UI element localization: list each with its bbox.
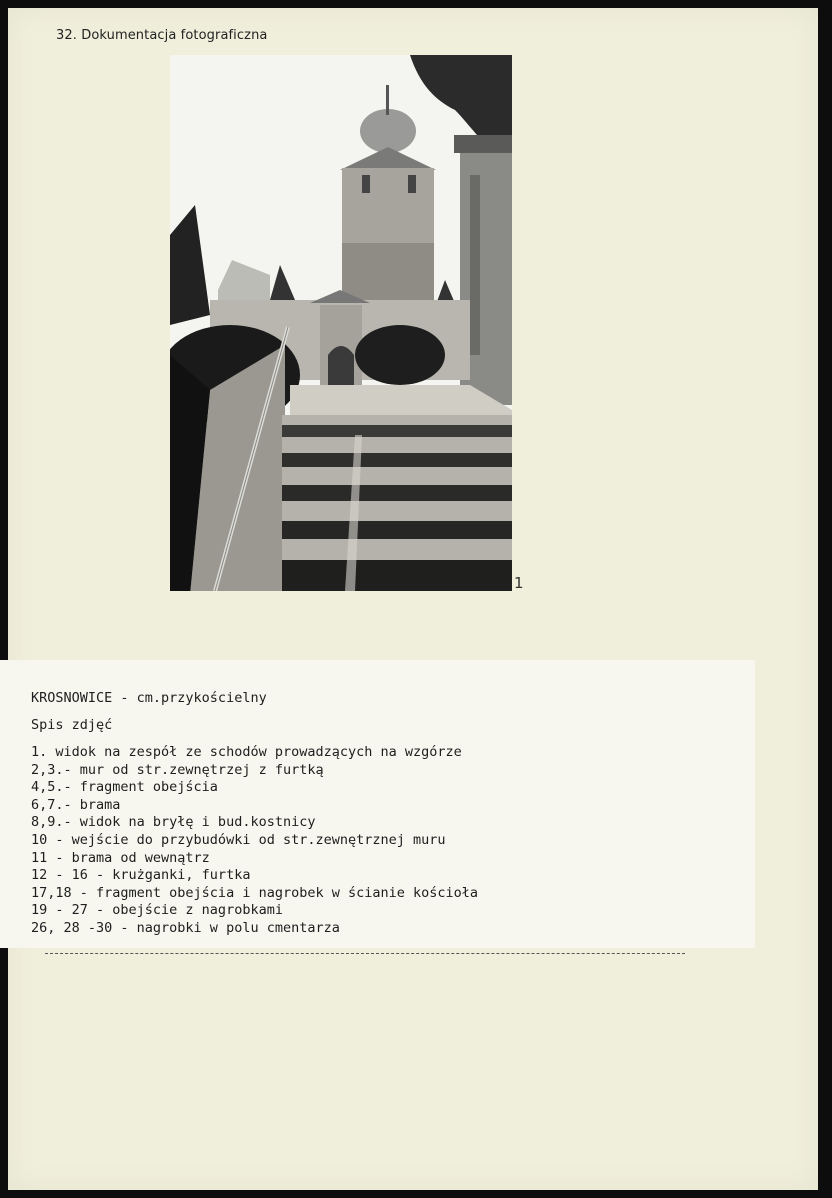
photo-index-label bbox=[0, 660, 755, 948]
list-item: 4,5.- fragment obejścia bbox=[31, 779, 218, 796]
photo-number: 1 bbox=[514, 574, 524, 592]
document-page bbox=[8, 8, 818, 1190]
list-item: 17,18 - fragment obejścia i nagrobek w ścianie kościoła bbox=[31, 884, 479, 901]
list-item: 10 - wejście do przybudówki od str.zewnętrznej muru bbox=[31, 831, 446, 848]
list-item: 26, 28 -30 - nagrobki w polu cmentarza bbox=[31, 919, 340, 936]
list-item: 8,9.- widok na bryłę i bud.kostnicy bbox=[31, 814, 316, 831]
photo-list bbox=[31, 744, 478, 938]
list-item: 19 - 27 - obejście z nagrobkami bbox=[31, 902, 283, 919]
church-photo-image bbox=[170, 55, 512, 591]
label-subtitle: Spis zdjęć bbox=[31, 717, 113, 733]
list-item: 1. widok na zespół ze schodów prowadzących na wzgórze bbox=[31, 744, 462, 760]
list-item: 11 - brama od wewnątrz bbox=[31, 849, 210, 866]
dashed-separator-bottom bbox=[45, 953, 685, 954]
list-item: 6,7.- brama bbox=[31, 796, 121, 813]
photograph bbox=[170, 55, 512, 591]
list-item: 12 - 16 - krużganki, furtka bbox=[31, 867, 251, 884]
page-header: 32. Dokumentacja fotograficzna bbox=[56, 28, 268, 43]
list-item: 2,3.- mur od str.zewnętrzej z furtką bbox=[31, 761, 324, 778]
label-title: KROSNOWICE - cm.przykościelny bbox=[31, 690, 267, 706]
